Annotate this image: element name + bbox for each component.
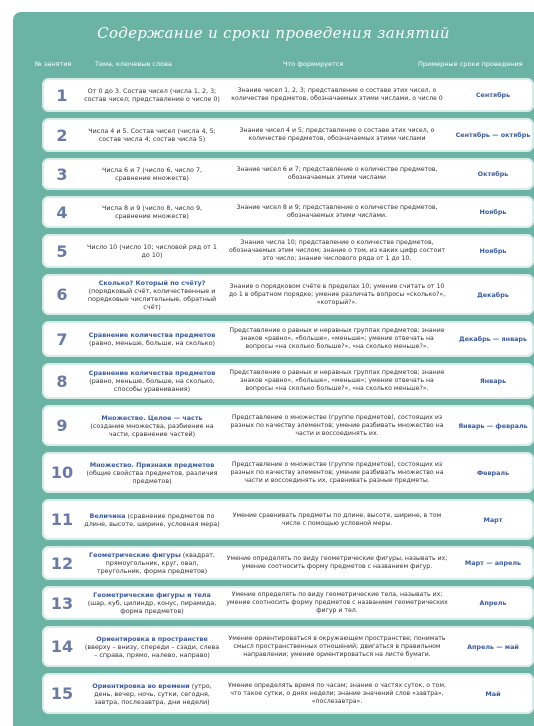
lesson-topic xyxy=(82,243,222,259)
lesson-topic xyxy=(82,369,222,393)
lesson-month: Ноябрь xyxy=(479,208,507,216)
lesson-number: 9 xyxy=(56,416,68,435)
lesson-skill: Представление о равных и неравных группах предметов; знание знаков «равно», «больше», «меньше»; умение отвечать на вопросы «на сколько больше?», «на сколько меньше?». xyxy=(229,369,445,392)
table-row xyxy=(42,546,534,580)
topic-keywords: (общие свойства предметов, различия предметов) xyxy=(86,468,218,485)
lesson-topic xyxy=(82,204,222,220)
lesson-month: Апрель xyxy=(479,599,507,607)
topic-heading: Сравнение количества предметов xyxy=(88,331,216,339)
table-row xyxy=(42,118,534,152)
table-row xyxy=(42,405,534,446)
table-row xyxy=(42,363,534,399)
topic-keywords: Числа 4 и 5. Состав чисел (числа 4, 5; состав числа 4; состав числа 5) xyxy=(88,127,216,143)
content-page xyxy=(13,12,534,726)
table-row xyxy=(42,452,534,493)
lesson-skill: Умение определять по виду геометрические тела, называть их; умение соотносить форму предметов с названием геометрических фигур и тел. xyxy=(226,591,448,614)
lesson-number: 10 xyxy=(50,463,74,482)
lesson-skill: Умение определять время по часам; знание о частях суток, о том, что такое сутки, о днях недели; знание значений слов «завтра», «послезавтра». xyxy=(228,681,446,705)
lesson-skill: Знание о порядковом счёте в пределах 10; умение считать от 10 до 1 в обратном порядке; умение различать вопросы «сколько?», «который?». xyxy=(228,282,446,306)
lesson-number: 14 xyxy=(50,637,74,656)
topic-keywords: (сравнение предметов по длине, высоте, ширине, условная мера) xyxy=(84,511,220,528)
lesson-month: Февраль xyxy=(476,468,510,477)
lesson-number: 15 xyxy=(50,684,74,703)
lesson-skill: Представление о множестве (группе предметов), состоящих из разных по качеству элементов; умение разбивать множество на части и воссоединять их. xyxy=(230,413,444,437)
table-row xyxy=(42,196,534,228)
lesson-topic xyxy=(82,414,222,438)
table-row xyxy=(42,158,534,190)
lesson-topic xyxy=(82,551,222,575)
lesson-number: 3 xyxy=(56,164,68,184)
topic-keywords: Число 10 (число 10; числовой ряд от 1 до 10) xyxy=(87,243,217,259)
lesson-number: 7 xyxy=(56,329,68,349)
lesson-month: Апрель — май xyxy=(467,642,519,651)
lesson-topic xyxy=(82,461,222,485)
header-topic: Тема, ключевые слова xyxy=(95,60,172,68)
lesson-month: Сентябрь xyxy=(475,91,511,99)
lesson-skill: Представление о равных и неравных группах предметов; знание знаков «равно», «больше», «меньше»; умение отвечать на вопросы «на сколько больше?», «на сколько меньше?». xyxy=(229,327,445,350)
topic-heading: Величина xyxy=(89,511,126,520)
topic-keywords: (создание множества, разбиение на части, сравнение частей) xyxy=(90,421,214,438)
topic-keywords: От 0 до 3. Состав чисел (числа 1, 2, 3; состав чисел; представление о числе 0) xyxy=(84,87,220,103)
topic-heading: Сравнение количества предметов xyxy=(88,369,216,377)
lesson-month: Май xyxy=(485,689,501,698)
topic-keywords: (утро, день, вечер, ночь, сутки, сегодня, завтра, послезавтра, дни недели) xyxy=(94,681,212,706)
table-row xyxy=(42,626,534,667)
lesson-skill: Умение сравнивать предметы по длине, высоте, ширине, в том числе с помощью условной меры. xyxy=(232,511,442,527)
table-row xyxy=(42,499,534,540)
header-month: Примерные сроки проведения xyxy=(418,60,523,68)
topic-heading: Ориентировка во времени xyxy=(92,681,190,690)
table-row xyxy=(42,234,534,268)
lesson-skill: Знание чисел 8 и 9; представление о количестве предметов, обозначаемых этими числами. xyxy=(236,204,438,219)
lesson-month: Март xyxy=(483,515,503,524)
lesson-number: 4 xyxy=(56,202,68,222)
topic-heading: Сколько? Который по счёту? xyxy=(98,278,206,287)
lesson-number: 8 xyxy=(56,371,68,391)
topic-heading: Множество. Целое — часть xyxy=(101,413,203,422)
table-row xyxy=(42,274,534,315)
lesson-topic xyxy=(82,635,222,659)
table-row xyxy=(42,321,534,357)
lesson-skill: Умение определять по виду геометрические фигуры, называть их; умение соотносить форму предметов с названием фигур. xyxy=(226,555,448,570)
lesson-month: Октябрь xyxy=(477,170,509,178)
topic-heading: Геометрические фигуры и тела xyxy=(93,591,211,599)
table-row xyxy=(42,586,534,620)
lesson-topic xyxy=(82,591,222,615)
lesson-skill: Умение ориентироваться в окружающем пространстве; понимать смысл пространственных отношений; двигаться в правильном направлении; умение ориентироваться на листе бумаги. xyxy=(228,634,446,658)
lesson-number: 5 xyxy=(56,241,68,261)
lesson-topic xyxy=(82,279,222,311)
lesson-month: Январь — февраль xyxy=(458,421,528,430)
lesson-number: 6 xyxy=(56,285,68,304)
topic-heading: Геометрические фигуры xyxy=(89,551,181,559)
topic-keywords: Числа 8 и 9 (число 8, число 9, сравнение множеств) xyxy=(101,204,203,220)
table-row xyxy=(42,78,534,112)
table-header xyxy=(13,60,534,74)
header-skill: Что формируется xyxy=(283,60,344,68)
topic-keywords: (порядковый счёт, количественные и порядковые числительные, обратный счёт) xyxy=(87,286,217,311)
lesson-month: Январь xyxy=(479,377,507,385)
lesson-topic xyxy=(82,166,222,182)
topic-keywords: (равно, меньше, больше, на сколько, способы уравнивания) xyxy=(89,377,215,393)
lesson-topic xyxy=(82,512,222,528)
topic-heading: Ориентировка в пространстве xyxy=(96,634,208,643)
topic-keywords: (квадрат, прямоугольник, круг, овал, треугольник, форма предметов) xyxy=(96,551,215,575)
topic-keywords: (шар, куб, цилиндр, конус, пирамида, форма предметов) xyxy=(87,599,217,615)
lesson-month: Ноябрь xyxy=(479,247,507,255)
topic-keywords: (вверху – внизу, спереди – сзади, слева – справа, прямо, налево, направо) xyxy=(84,642,220,659)
lesson-month: Декабрь — январь xyxy=(458,335,528,343)
topic-keywords: Числа 6 и 7 (число 6, число 7, сравнение множеств) xyxy=(101,166,203,182)
lesson-skill: Знание чисел 4 и 5; представление о составе этих чисел, о количестве предметов, обозначаемых этими числами xyxy=(239,127,435,142)
lesson-topic xyxy=(82,682,222,706)
lesson-skill: Знание чисел 1, 2, 3; представление о составе этих чисел, о количестве предметов, обозначаемых этими числами, о числе 0 xyxy=(231,87,443,102)
lesson-topic xyxy=(82,331,222,347)
page-title: Содержание и сроки проведения занятий xyxy=(97,24,450,42)
lesson-month: Март — апрель xyxy=(464,559,522,567)
lesson-number: 13 xyxy=(50,593,74,613)
lesson-skill: Знание числа 10; представление о количестве предметов, обозначаемых этим числом; знание о том, из каких цифр состоит это число; знание числового ряда от 1 до 10. xyxy=(228,239,446,262)
table-row xyxy=(42,673,534,714)
lesson-topic xyxy=(82,127,222,143)
lesson-skill: Представление о множестве (группе предметов), состоящих из разных по качеству элементов; умение разбивать множество на части и воссоединять их, сравнивать разные предметы. xyxy=(230,460,444,484)
lesson-skill: Знание чисел 6 и 7; представление о количестве предметов, обозначаемых этими числами xyxy=(236,166,438,181)
lesson-number: 2 xyxy=(56,125,68,145)
lesson-month: Декабрь xyxy=(477,290,509,299)
lesson-number: 11 xyxy=(50,510,74,529)
schedule-table xyxy=(42,78,534,720)
topic-keywords: (равно, меньше, больше, на сколько) xyxy=(89,339,215,347)
header-num: № занятия xyxy=(35,60,72,68)
topic-heading: Множество. Признаки предметов xyxy=(89,460,215,469)
lesson-month: Сентябрь — октябрь xyxy=(455,131,531,139)
lesson-topic xyxy=(82,87,222,103)
lesson-number: 1 xyxy=(56,85,68,105)
lesson-number: 12 xyxy=(50,553,74,573)
